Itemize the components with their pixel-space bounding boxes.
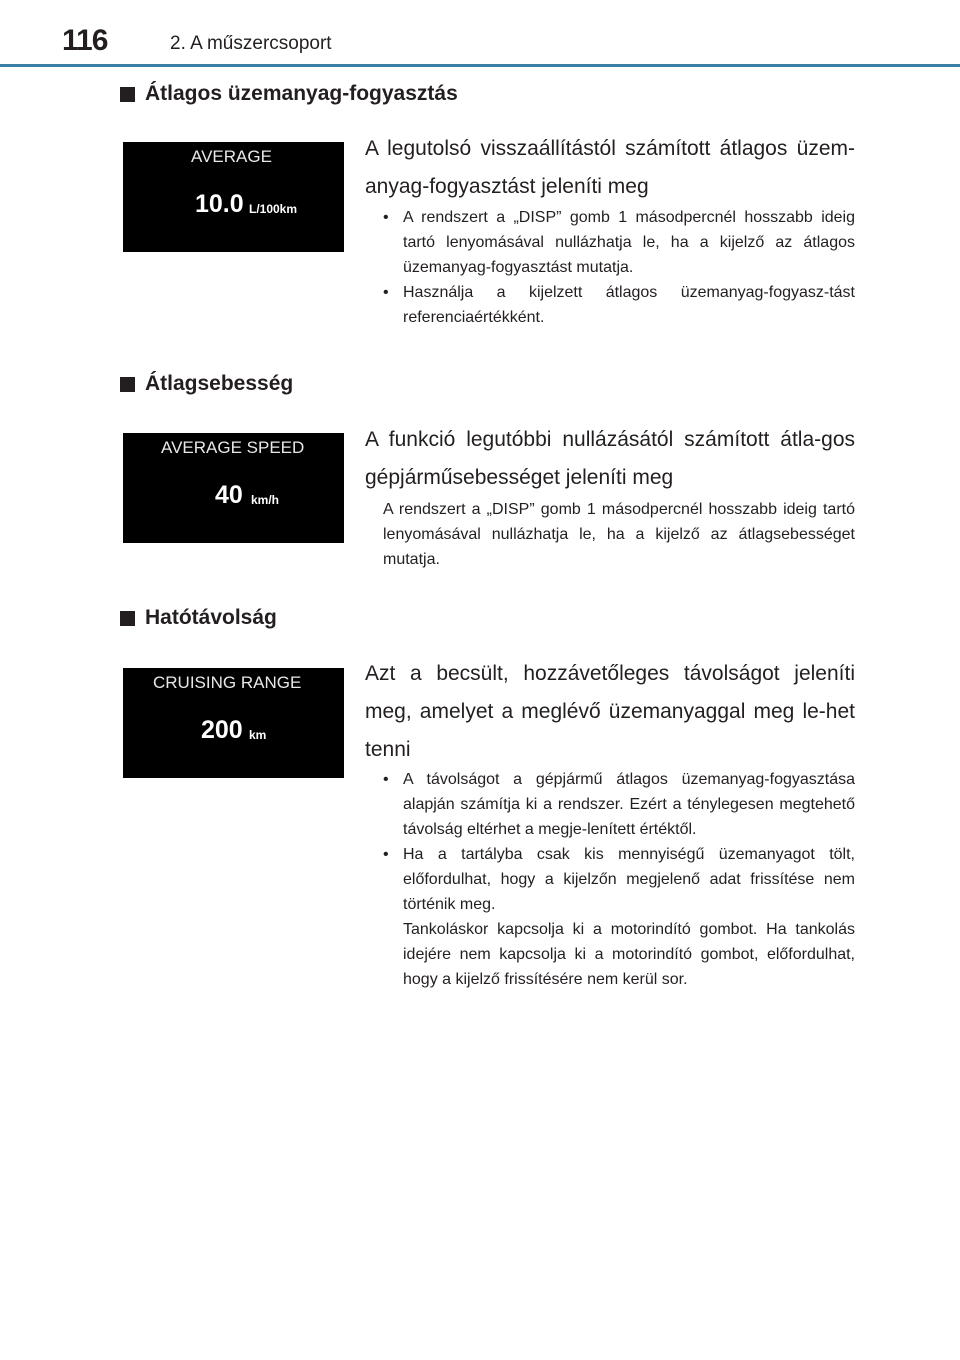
bullet-list [383,205,855,330]
list-item: • Használja a kijelzett átlagos üzemanyag-fogyasz-tást referenciaértékként. [383,284,855,326]
lead-text: Azt a becsült, hozzávetőleges távolságot jeleníti meg, amelyet a meglévő üzemanyaggal meg le-het tenni [365,662,855,761]
display-average-speed [123,433,344,543]
section-title-text: Átlagos üzemanyag-fogyasztás [145,82,458,105]
page-header [0,0,960,70]
chapter-title: 2. A műszercsoport [170,33,332,54]
display-unit: km [249,728,267,742]
square-bullet-icon [120,377,135,392]
section-title [120,372,293,396]
list-item: • A rendszert a „DISP” gomb 1 másodpercnél hosszabb ideig tartó lenyomásával nullázhatja le, ha a kijelző az átlagos üzemanyag-fogyasztást mutatja. [383,209,855,276]
square-bullet-icon [120,87,135,102]
list-item: • Ha a tartályba csak kis mennyiségű üzemanyagot tölt, előfordulhat, hogy a kijelzőn megjelenő adat frissítése nem történik meg. [383,846,855,913]
note-text: A rendszert a „DISP” gomb 1 másodpercnél hosszabb ideig tartó lenyomásával nullázhatja le, ha a kijelző az átlagsebességet mutatja. [383,501,855,568]
header-rule [0,64,960,67]
page-number: 116 [62,24,108,57]
lead-text: A legutolsó visszaállítástól számított átlagos üzem-anyag-fogyasztást jeleníti meg [365,137,855,198]
display-value: 40 [215,481,243,509]
list-item-continuation: Tankoláskor kapcsolja ki a motorindító gombot. Ha tankolás idejére nem kapcsolja ki a motorindító gombot, előfordulhat, hogy a kijelző frissítésére nem kerül sor. [403,921,855,988]
section-title [120,82,458,106]
display-value: 200 [201,716,243,744]
display-unit: L/100km [249,202,298,216]
square-bullet-icon [120,611,135,626]
display-cruising-range [123,668,344,778]
display-value: 10.0 [195,190,244,218]
bullet-list [383,767,855,992]
display-unit: km/h [251,493,280,507]
display-label: AVERAGE [191,147,272,166]
section-title-text: Hatótávolság [145,606,277,629]
display-average [123,142,344,252]
list-item: • A távolságot a gépjármű átlagos üzemanyag-fogyasztása alapján számítja ki a rendszer. Ezért a ténylegesen megtehető távolság eltérhet a megje-lenített értéktől. [383,771,855,838]
section-title-text: Átlagsebesség [145,372,294,395]
display-label: AVERAGE SPEED [161,438,305,457]
section-title [120,606,277,630]
display-label: CRUISING RANGE [153,673,302,692]
lead-text: A funkció legutóbbi nullázásától számított átla-gos gépjárműsebességet jeleníti meg [365,428,855,489]
